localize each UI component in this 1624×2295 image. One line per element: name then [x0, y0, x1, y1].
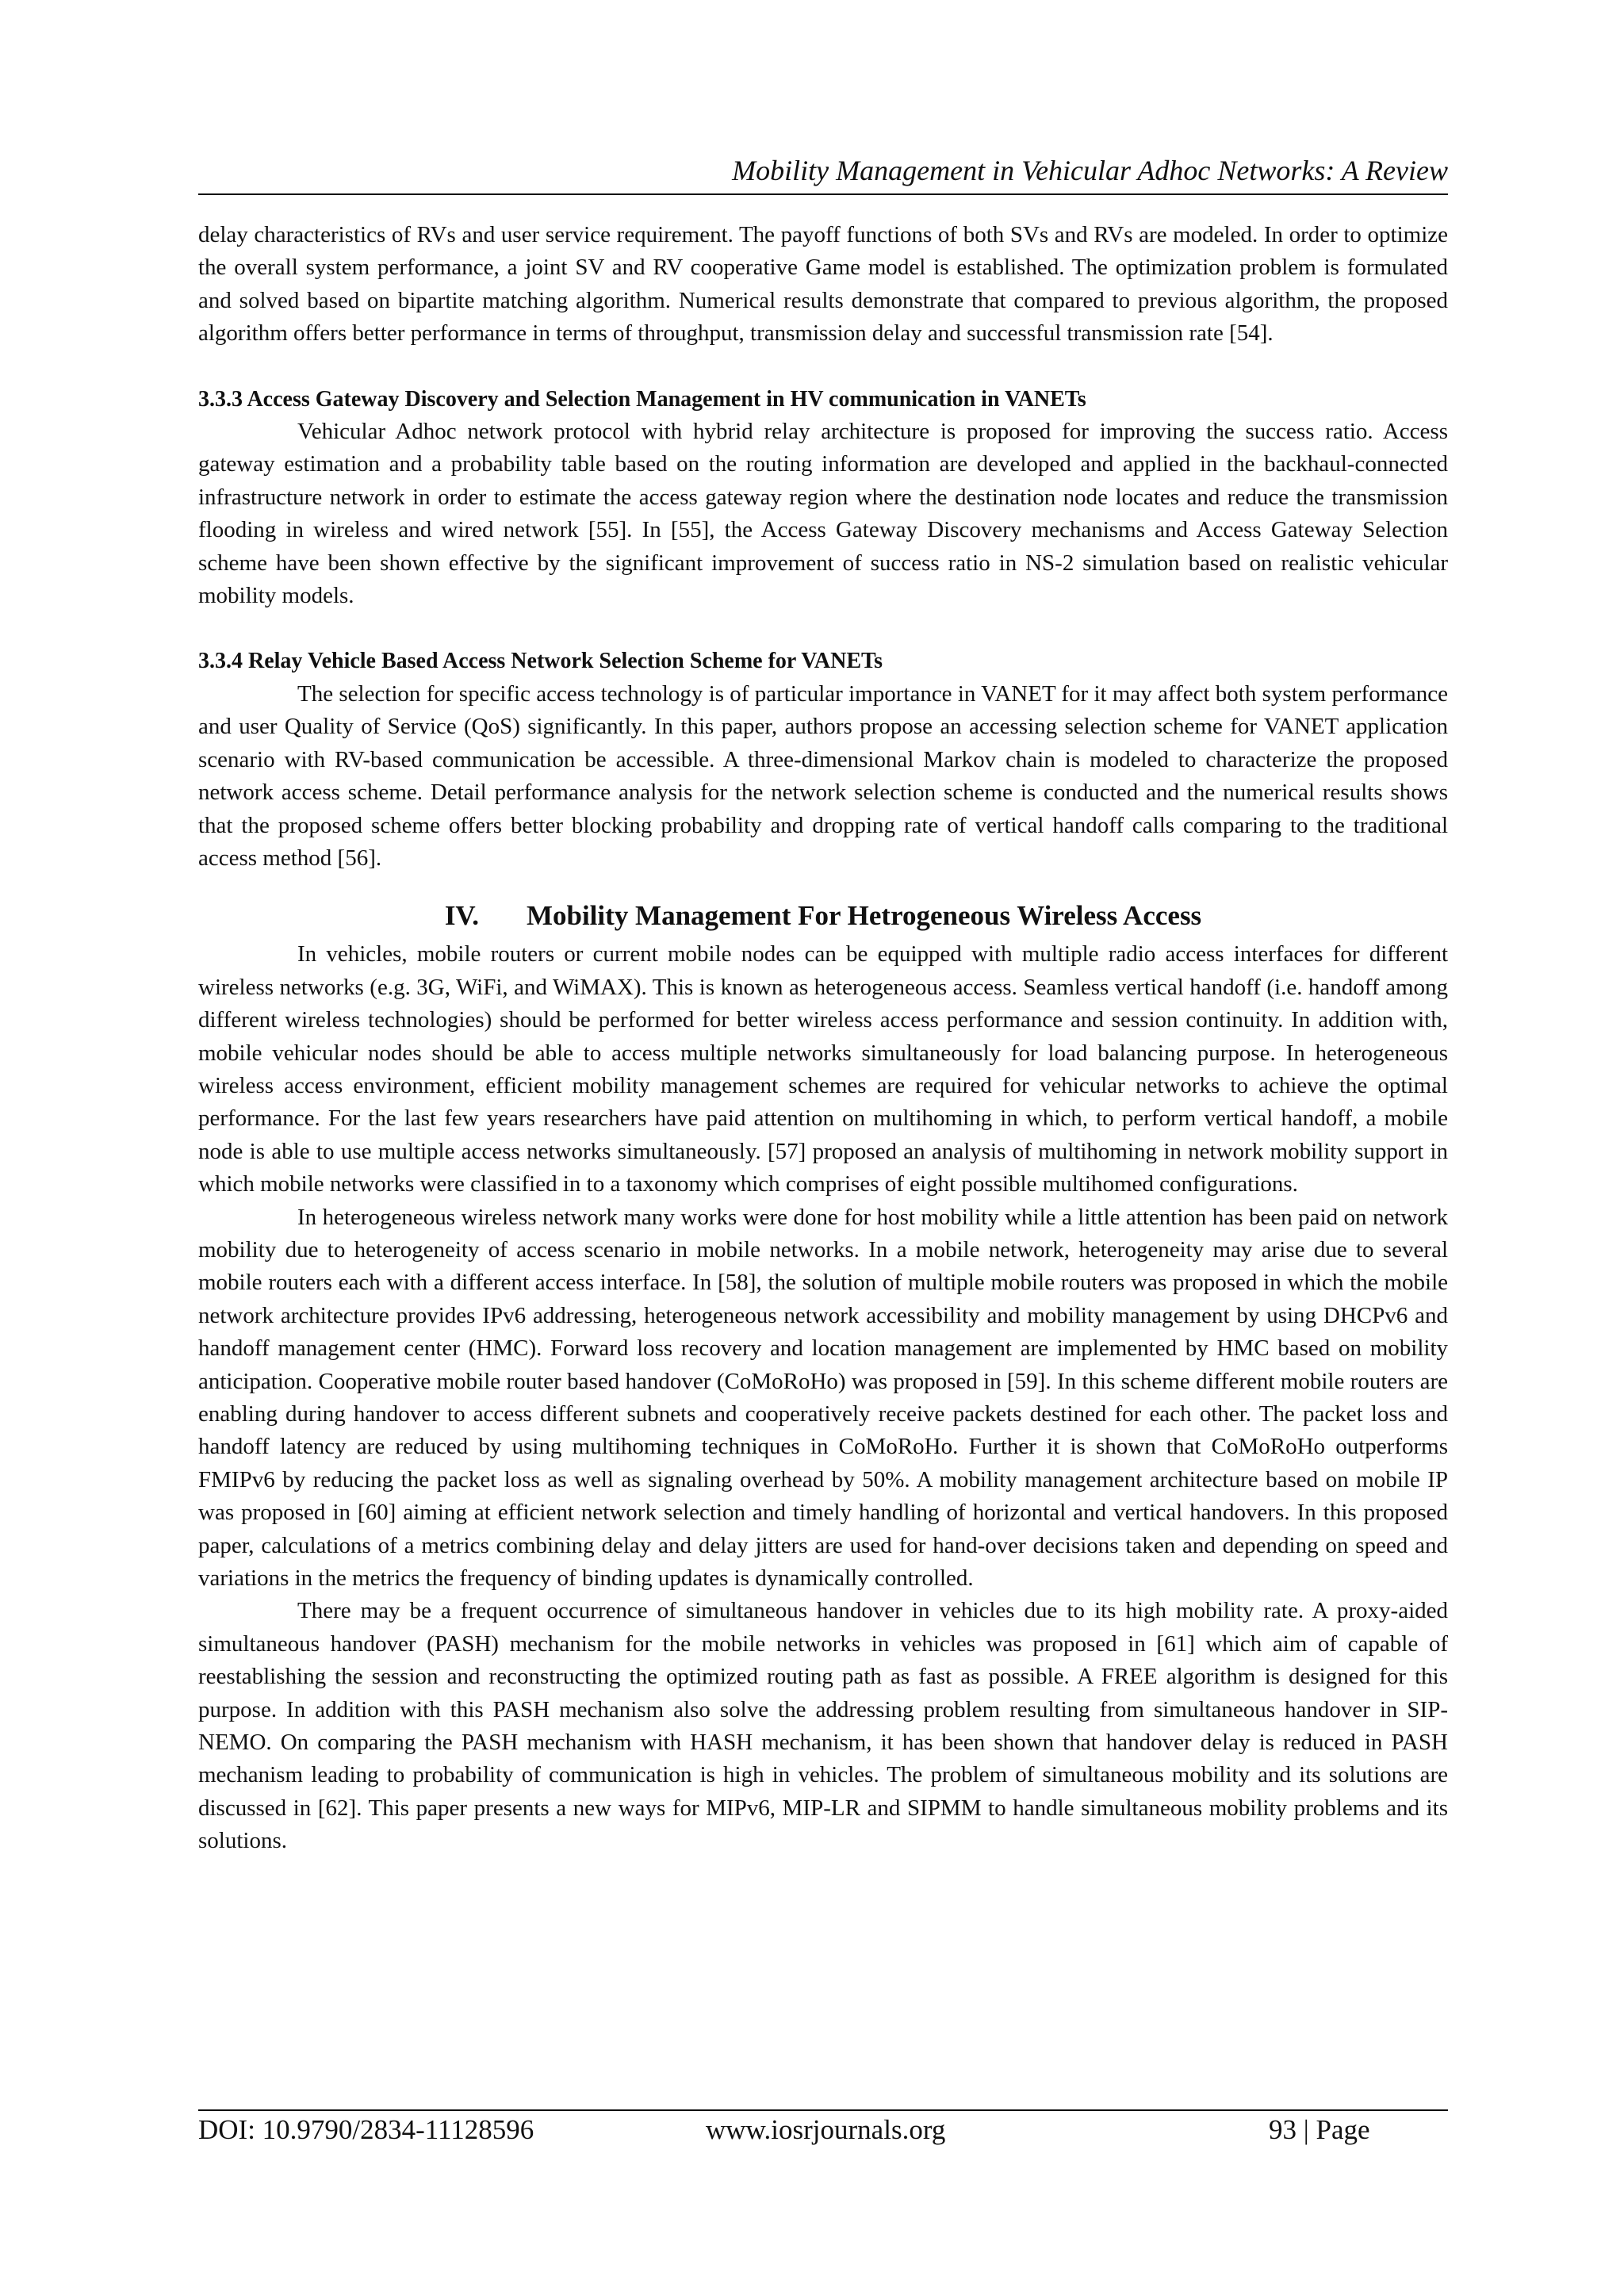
paragraph: Vehicular Adhoc network protocol with hybrid relay architecture is proposed for improving the success ratio. Access gateway estimation and a probability table based on the routing information are developed and applied in the backhaul-connected infrastructure network in order to estimate the access gateway region where the destination node locates and reduce the transmission flooding in wireless and wired network [55]. In [55], the Access Gateway Discovery mechanisms and Access Gateway Selection scheme have been shown effective by the significant improvement of success ratio in NS-2 simulation based on realistic vehicular mobility models.: [198, 419, 1448, 609]
page-footer: [198, 2113, 1448, 2147]
section-number: IV.: [444, 900, 479, 932]
paragraph: The selection for specific access technology is of particular importance in VANET for it may affect both system performance and user Quality of Service (QoS) significantly. In this paper, authors propose an accessing selection scheme for VANET application scenario with RV-based communication be accessible. A three-dimensional Markov chain is modeled to characterize the proposed network access scheme. Detail performance analysis for the network selection scheme is conducted and the numerical results shows that the proposed scheme offers better blocking probability and dropping rate of vertical handoff calls comparing to the traditional access method [56].: [198, 680, 1448, 871]
article-body: [198, 219, 1448, 1858]
paragraph: In heterogeneous wireless network many works were done for host mobility while a little attention has been paid on network mobility due to heterogeneity of access scenario in mobile networks. In a mobile network, heterogeneity may arise due to several mobile routers each with a different access interface. In [58], the solution of multiple mobile routers was proposed in which the mobile network architecture provides IPv6 addressing, heterogeneous network accessibility and mobility management by using DHCPv6 and handoff management center (HMC). Forward loss recovery and location management are implemented by HMC based on mobility anticipation. Cooperative mobile router based handover (CoMoRoHo) was proposed in [59]. In this scheme different mobile routers are enabling during handover to access different subnets and cooperatively receive packets destined for each other. The packet loss and handoff latency are reduced by using multihoming techniques in CoMoRoHo. Further it is shown that CoMoRoHo outperforms FMIPv6 by reducing the packet loss as well as signaling overhead by 50%. A mobility management architecture based on mobile IP was proposed in [60] aiming at efficient network selection and timely handling of horizontal and vertical handovers. In this proposed paper, calculations of a metrics combining delay and delay jitters are used for hand-over decisions taken and depending on speed and variations in the metrics the frequency of binding updates is dynamically controlled.: [198, 1204, 1448, 1592]
footer-url: www.iosrjournals.org: [706, 2114, 946, 2145]
section-title: Mobility Management For Hetrogeneous Wireless Access: [526, 900, 1202, 932]
header-rule: [198, 193, 1448, 195]
subsection-heading: 3.3.3 Access Gateway Discovery and Selection Management in HV communication in VANETs: [198, 386, 1086, 412]
footer-page-number: 93 | Page: [1269, 2114, 1370, 2145]
footer-rule: [198, 2109, 1448, 2111]
footer-doi: DOI: 10.9790/2834-11128596: [198, 2114, 534, 2145]
running-header-title: Mobility Management in Vehicular Adhoc Networks: A Review: [732, 155, 1448, 186]
paragraph: In vehicles, mobile routers or current mobile nodes can be equipped with multiple radio access interfaces for different wireless networks (e.g. 3G, WiFi, and WiMAX). This is known as heterogeneous access. Seamless vertical handoff (i.e. handoff among different wireless technologies) should be performed for better wireless access performance and session continuity. In addition with, mobile vehicular nodes should be able to access multiple networks simultaneously for load balancing purpose. In heterogeneous wireless access environment, efficient mobility management schemes are required for vehicular networks to achieve the optimal performance. For the last few years researchers have paid attention on multihoming in which, to perform vertical handoff, a mobile node is able to use multiple access networks simultaneously. [57] proposed an analysis of multihoming in network mobility support in which mobile networks were classified in to a taxonomy which comprises of eight possible multihomed configurations.: [198, 941, 1448, 1197]
paragraph: There may be a frequent occurrence of simultaneous handover in vehicles due to its high mobility rate. A proxy-aided simultaneous handover (PASH) mechanism for the mobile networks in vehicles was proposed in [61] which aim of capable of reestablishing the session and reconstructing the optimized routing path as fast as possible. A FREE algorithm is designed for this purpose. In addition with this PASH mechanism also solve the addressing problem resulting from simultaneous handover in SIP-NEMO. On comparing the PASH mechanism with HASH mechanism, it has been shown that handover delay is reduced in PASH mechanism leading to probability of communication is high in vehicles. The problem of simultaneous mobility and its solutions are discussed in [62]. This paper presents a new ways for MIPv6, MIP-LR and SIPMM to handle simultaneous mobility problems and its solutions.: [198, 1598, 1448, 1854]
section-heading: [198, 898, 1448, 933]
paragraph: delay characteristics of RVs and user service requirement. The payoff functions of both SVs and RVs are modeled. In order to optimize the overall system performance, a joint SV and RV cooperative Game model is established. The optimization problem is formulated and solved based on bipartite matching algorithm. Numerical results demonstrate that compared to previous algorithm, the proposed algorithm offers better performance in terms of throughput, transmission delay and successful transmission rate [54].: [198, 222, 1448, 347]
subsection-heading: 3.3.4 Relay Vehicle Based Access Network Selection Scheme for VANETs: [198, 649, 883, 674]
